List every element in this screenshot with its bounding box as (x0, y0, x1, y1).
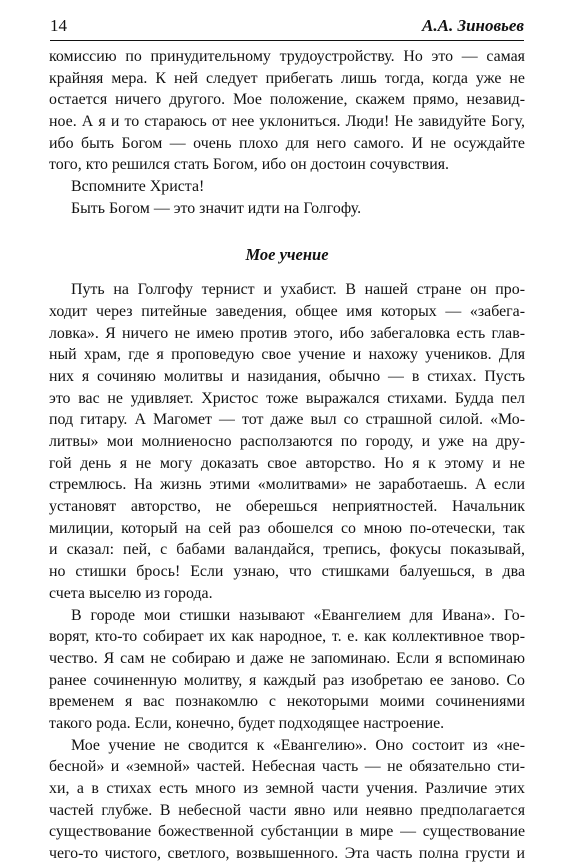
text-line: чего-то чистого, светлого, возвышенного. Эта часть полна грусти и (49, 845, 525, 863)
section-spacer (49, 265, 525, 279)
text-line: бесной» и «земной» частей. Небесная часть — не обязательно сти- (49, 758, 525, 776)
paragraph-golgotha (49, 198, 525, 220)
text-line: Быть Богом — это значит идти на Голгофу. (71, 199, 362, 217)
paragraph-gospel-for-ivan (49, 605, 525, 735)
text-line: стремлюсь. На жизнь этими «молитвами» не заработаешь. А если (49, 476, 525, 494)
text-line: ный храм, где я проповедую свое учение и нахожу учеников. Для (49, 346, 525, 364)
running-head (50, 14, 524, 41)
text-line: Вспомните Христа! (71, 178, 205, 196)
text-line: комиссию по принудительному трудоустройству. Но это — самая (49, 48, 525, 65)
text-line: установят авторство, не оберешься неприятностей. Начальник (49, 498, 525, 516)
text-line: ходит через питейные заведения, общее имя которых — «забега- (49, 302, 525, 320)
running-title-author: А.А. Зиновьев (422, 16, 524, 35)
text-line: ворят, кто-то собирает их как народное, т. е. как коллективное твор- (49, 628, 525, 646)
text-line: частей глубже. В небесной части явно или неявно предполагается (49, 801, 525, 819)
text-line: литвы» мои молниеносно расползаются по городу, и уже на дру- (49, 433, 525, 450)
paragraph-continued (49, 46, 525, 176)
text-line: Мое учение не сводится к «Евангелию». Оно состоит из «не- (71, 736, 525, 754)
text-line: крайняя мера. К ней следует прибегать лишь тогда, когда уже не (49, 69, 525, 87)
paragraph-christ (49, 176, 525, 198)
text-line: ловка». Я ничего не имею против этого, ибо забегаловка есть глав- (49, 324, 525, 342)
text-line: и сказал: пей, с бабами валандайся, трепись, фокусы показывай, (49, 541, 525, 559)
text-line: такого рода. Если, конечно, будет подходящее настроение. (49, 714, 445, 732)
text-line: милиции, который на сей раз обошелся со мною по-отечески, так (49, 519, 525, 537)
text-line: того, кто решился стать Богом, ибо он достоин сочувствия. (49, 156, 449, 174)
text-line: В городе мои стишки называют «Евангелием для Ивана». Го- (71, 606, 525, 624)
body-text (49, 46, 525, 865)
text-line: чество. Я сам не собираю и даже не запоминаю. Если я вспоминаю (49, 649, 525, 667)
section-spacer (49, 220, 525, 244)
text-line: Путь на Голгофу тернист и ухабист. В нашей стране он про- (71, 281, 525, 299)
text-line: ибо быть Богом — очень плохо для него самого. И не осуждайте (49, 134, 525, 152)
text-line: них я сочиняю молитвы и назидания, обычно — в стихах. Пусть (49, 367, 525, 385)
text-line: временем я вас познакомлю с некоторыми моими сочинениями (49, 693, 525, 711)
text-line: ранее сочиненную молитву, я каждый раз изобретаю ее заново. Со (49, 671, 525, 689)
text-line: существование божественной субстанции в мире — существование (49, 823, 525, 841)
page-number: 14 (50, 16, 67, 35)
text-line: счета выселю из города. (49, 584, 213, 602)
text-line: хи, а в стихах есть много из земной части учения. Различие этих (49, 780, 525, 797)
text-line: гой день я не могу доказать свое авторство. Но я к этому и не (49, 454, 525, 472)
section-heading: Мое учение (245, 244, 329, 264)
text-line: под гитару. А Магомет — тот даже выл со страшной силой. «Мо- (49, 411, 525, 429)
text-line: но стишки брось! Если узнаю, что стишками балуешься, в два (49, 563, 525, 581)
text-line: это вас не удивляет. Христос тоже выражался стихами. Будда пел (49, 389, 525, 407)
text-line: остается ничего другого. Мое положение, скажем прямо, незавид- (49, 91, 525, 109)
paragraph-golgotha-path (49, 279, 525, 604)
text-line: ное. А я и то стараюсь от нее уклониться. Люди! Не завидуйте Богу, (49, 113, 525, 131)
